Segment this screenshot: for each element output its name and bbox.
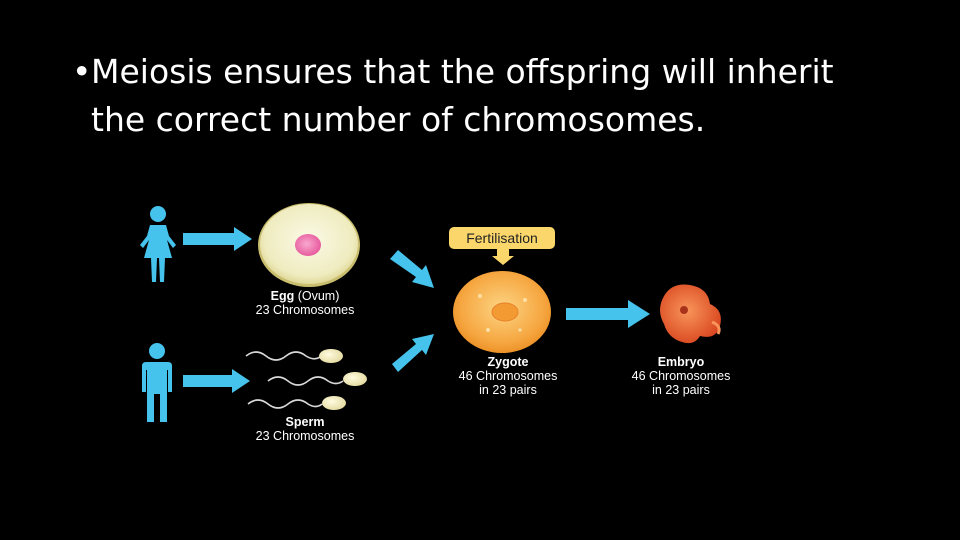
male-person-icon: [142, 343, 172, 422]
zygote-cell-icon: [453, 271, 551, 353]
right-arrow-icon: [390, 250, 434, 288]
embryo-icon: [660, 284, 721, 343]
embryo-title: Embryo: [657, 355, 705, 369]
egg-subtitle: (Ovum): [297, 289, 340, 303]
zygote-pairs: in 23 pairs: [479, 383, 537, 397]
sperm-label: [250, 415, 360, 443]
egg-cell-icon: [258, 203, 360, 287]
sperm-title: Sperm: [285, 415, 325, 429]
sperm-cell-icon: [246, 349, 343, 363]
sperm-cell-icon: [268, 372, 367, 386]
embryo-pairs: in 23 pairs: [652, 383, 710, 397]
bullet-line-1: Meiosis ensures that the offspring will inherit: [91, 52, 834, 91]
right-arrow-icon: [392, 334, 434, 372]
egg-chromosome-count: 23 Chromosomes: [255, 303, 355, 317]
female-person-icon: [140, 206, 176, 282]
sperm-chromosome-count: 23 Chromosomes: [255, 429, 355, 443]
bullet-line-2: the correct number of chromosomes.: [91, 100, 706, 139]
zygote-chromosome-count: 46 Chromosomes: [458, 369, 558, 383]
egg-label: [250, 289, 360, 317]
right-arrow-icon: [183, 227, 252, 251]
embryo-chromosome-count: 46 Chromosomes: [631, 369, 731, 383]
down-arrow-icon: [492, 249, 514, 265]
zygote-label: [448, 355, 568, 397]
right-arrow-icon: [566, 300, 650, 328]
sperm-cell-icon: [248, 396, 346, 410]
right-arrow-icon: [183, 369, 250, 393]
fertilisation-label: Fertilisation: [449, 227, 555, 249]
zygote-title: Zygote: [487, 355, 529, 369]
embryo-label: [620, 355, 742, 397]
egg-title: Egg: [270, 289, 295, 303]
bullet-symbol: •: [72, 52, 92, 91]
